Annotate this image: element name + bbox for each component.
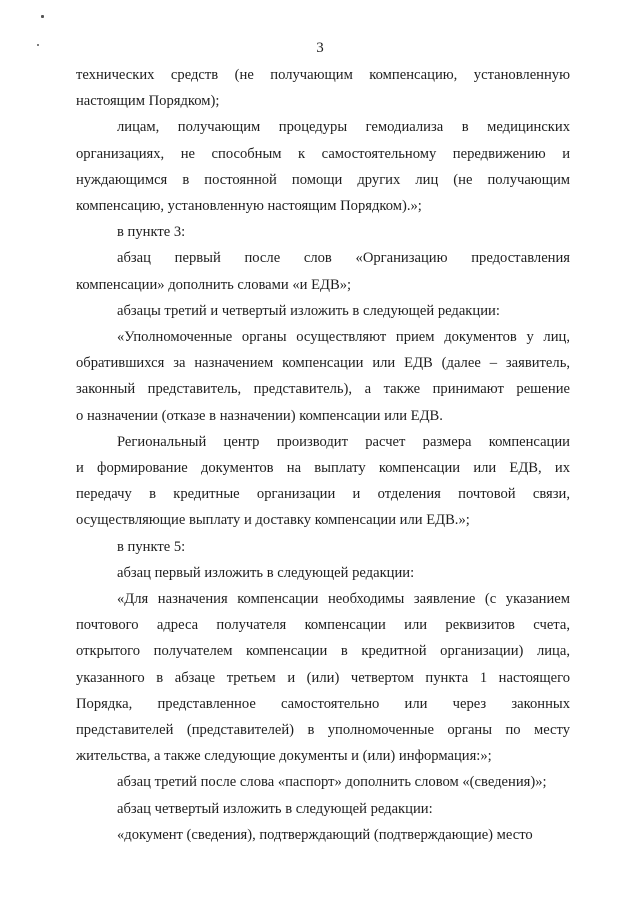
text-line: передачу в кредитные организации и отделения почтовой связи, <box>76 486 570 503</box>
text-line: организациях, не способным к самостоятельному передвижению и <box>76 145 570 162</box>
text-line: технических средств (не получающим компенсацию, установленную <box>76 67 570 83</box>
text-line: почтового адреса получателя компенсации или реквизитов счета, <box>76 617 570 634</box>
paragraph <box>76 62 570 114</box>
scan-speck <box>41 15 44 18</box>
text-line: «Для назначения компенсации необходимы заявление (с указанием <box>117 591 570 608</box>
text-line: Региональный центр производит расчет размера компенсации <box>117 433 570 450</box>
text-line: «Уполномоченные органы осуществляют прием документов у лиц, <box>117 329 570 346</box>
page-number: 3 <box>316 40 324 56</box>
paragraph <box>76 586 570 769</box>
text-line: и формирование документов на выплату компенсации или ЕДВ, их <box>76 460 570 477</box>
paragraph <box>76 796 570 822</box>
text-line: компенсации» дополнить словами «и ЕДВ»; <box>76 276 352 293</box>
text-line: в пункте 3: <box>117 224 186 241</box>
paragraph <box>76 324 570 429</box>
text-line: настоящим Порядком); <box>76 93 220 110</box>
paragraph <box>76 769 570 795</box>
text-line: обратившихся за назначением компенсации или ЕДВ (далее – заявитель, <box>76 355 570 372</box>
paragraph <box>76 245 570 297</box>
paragraph <box>76 429 570 534</box>
paragraph <box>76 114 570 219</box>
paragraph <box>76 822 570 848</box>
text-line: нуждающимся в постоянной помощи других лиц (не получающим <box>76 171 570 188</box>
text-line: абзац первый изложить в следующей редакции: <box>117 564 415 581</box>
text-line: жительства, а также следующие документы и (или) информация:»; <box>76 748 492 765</box>
text-line: абзац первый после слов «Организацию предоставления <box>117 250 570 267</box>
paragraph <box>76 560 570 586</box>
paragraph <box>76 534 570 560</box>
text-line: абзацы третий и четвертый изложить в следующей редакции: <box>117 302 500 319</box>
text-line: абзац четвертый изложить в следующей редакции: <box>117 800 433 817</box>
text-line: лицам, получающим процедуры гемодиализа в медицинских <box>117 119 570 136</box>
paragraph <box>76 298 570 324</box>
text-line: абзац третий после слова «паспорт» дополнить словом «(сведения)»; <box>117 774 547 791</box>
paragraph <box>76 219 570 245</box>
text-line: указанного в абзаце третьем и (или) четвертом пункта 1 настоящего <box>76 669 570 686</box>
text-line: представителей (представителей) в уполномоченные органы по месту <box>76 722 570 739</box>
text-line: о назначении (отказе в назначении) компенсации или ЕДВ. <box>76 407 443 424</box>
text-line: компенсацию, установленную настоящим Порядком).»; <box>76 198 422 215</box>
text-line: открытого получателем компенсации в кредитной организации) лица, <box>76 643 570 660</box>
text-line: в пункте 5: <box>117 538 186 555</box>
text-line: «документ (сведения), подтверждающий (подтверждающие) место <box>117 826 533 843</box>
text-line: осуществляющие выплату и доставку компенсации или ЕДВ.»; <box>76 512 470 529</box>
text-line: Порядка, представленное самостоятельно или через законных <box>76 695 570 712</box>
document-body <box>76 62 570 848</box>
text-line: законный представитель, представитель), а также принимают решение <box>76 381 570 398</box>
